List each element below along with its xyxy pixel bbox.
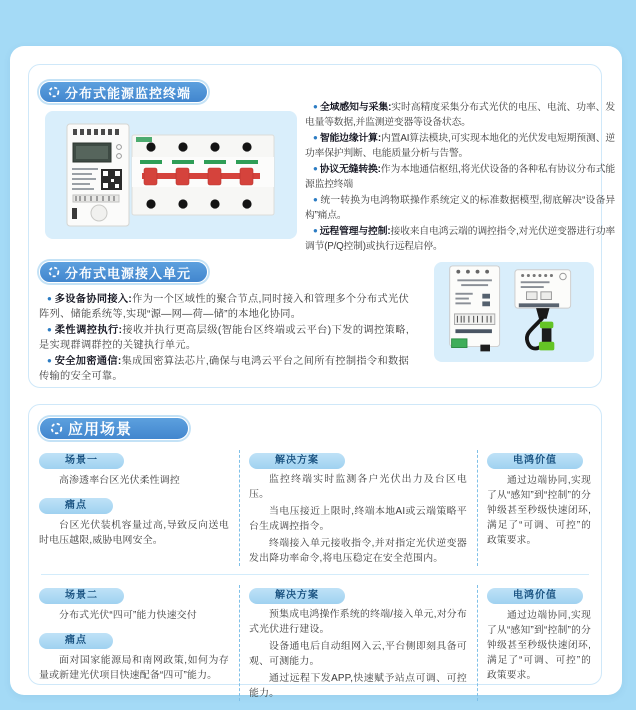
dashed-ring-icon bbox=[48, 86, 60, 98]
solution1-step: 终端接入单元接收指令,并对指定光伏逆变器发出降功率命令,将电压稳定在安全范围内。 bbox=[249, 538, 467, 564]
pain-label-pill: 痛点 bbox=[39, 633, 113, 649]
feature-item: ● 协议无缝转换:作为本地通信枢纽,将光伏设备的各种私有协议分布式能源监控终端 bbox=[305, 161, 615, 192]
access-unit-photo-panel bbox=[434, 262, 594, 362]
scenario1-column bbox=[39, 450, 229, 566]
solution-label-pill: 解决方案 bbox=[249, 588, 345, 604]
solution2-column bbox=[249, 585, 467, 701]
feature-item: ● 智能边缘计算:内置AI算法模块,可实现本地化的光伏发电短期预测、逆功率保护判断、电能质量分析与告警。 bbox=[305, 130, 615, 161]
dashed-divider bbox=[477, 450, 478, 566]
value-label-pill: 电鸿价值 bbox=[487, 453, 583, 469]
value1-text: 通过边端协同,实现了从“感知”到“控制”的分钟级甚至秒级快速闭环,满足了“可调、可控”的政策要求。 bbox=[487, 475, 591, 546]
content-panel bbox=[10, 46, 622, 699]
products-section bbox=[28, 64, 616, 388]
value1-column bbox=[487, 450, 591, 566]
feature-item: ● 全域感知与采集:实时高精度采集分布式光伏的电压、电流、功率、发电量等数据,并监测逆变器等设备状态。 bbox=[305, 99, 615, 130]
access-unit-device-photo bbox=[439, 264, 589, 360]
section1-title: 分布式能源监控终端 bbox=[65, 85, 192, 101]
section2-title: 分布式电源接入单元 bbox=[65, 265, 192, 281]
solution1-step: 监控终端实时监测各户光伏出力及台区电压。 bbox=[249, 474, 467, 500]
scenario-row-2 bbox=[39, 585, 591, 701]
terminal-feature-list bbox=[305, 99, 615, 254]
dashed-divider bbox=[239, 585, 240, 701]
dashed-ring-icon bbox=[50, 422, 63, 435]
feature-item: ● 远程管理与控制:接收来自电鸿云端的调控指令,对光伏逆变器进行功率调节(P/Q控制)或执行远程启停。 bbox=[305, 223, 615, 254]
solution2-step: 设备通电后自动组网入云,平台侧即刻具备可观、可测能力。 bbox=[249, 641, 467, 667]
solution-label-pill: 解决方案 bbox=[249, 453, 345, 469]
dashed-ring-icon bbox=[48, 266, 60, 278]
monitoring-terminal-device-photo bbox=[66, 123, 276, 227]
scenario1-pain: 台区光伏装机容量过高,导致反向送电时电压越限,威胁电网安全。 bbox=[39, 520, 229, 546]
feature-item: ● 安全加密通信:集成国密算法芯片,确保与电鸿云平台之间所有控制指令和数据传输的安全可靠。 bbox=[39, 353, 409, 384]
scenario1-label-pill: 场景一 bbox=[39, 453, 124, 469]
solution1-column bbox=[249, 450, 467, 566]
section-badge-monitoring-terminal bbox=[39, 81, 208, 103]
pain-label-pill: 痛点 bbox=[39, 498, 113, 514]
section-badge-access-unit bbox=[39, 261, 208, 283]
terminal-photo-panel bbox=[45, 111, 297, 239]
section3-title: 应用场景 bbox=[68, 421, 133, 438]
feature-item: ● 柔性调控执行:接收并执行更高层级(智能台区终端或云平台)下发的调控策略,是实现群调群控的关键执行单元。 bbox=[39, 322, 409, 353]
solution2-step: 预集成电鸿操作系统的终端/接入单元,对分布式光伏进行建设。 bbox=[249, 609, 467, 635]
value2-column bbox=[487, 585, 591, 701]
value2-text: 通过边端协同,实现了从“感知”到“控制”的分钟级甚至秒级快速闭环,满足了“可调、可控”的政策要求。 bbox=[487, 610, 591, 681]
scenarios-section bbox=[28, 404, 602, 699]
access-unit-feature-list bbox=[39, 291, 409, 384]
solution1-step: 当电压接近上限时,终端本地AI或云端策略平台生成调控指令。 bbox=[249, 506, 467, 532]
scenario2-title: 分布式光伏“四可”能力快速交付 bbox=[59, 610, 197, 621]
scenario-row-1 bbox=[39, 450, 591, 566]
scenario2-pain: 面对国家能源局和南网政策,如何为存量或新建光伏项目快速配备“四可”能力。 bbox=[39, 655, 229, 681]
solution2-step: 通过远程下发APP,快速赋予站点可调、可控能力。 bbox=[249, 673, 467, 699]
scenario2-column bbox=[39, 585, 229, 701]
value-label-pill: 电鸿价值 bbox=[487, 588, 583, 604]
scenario2-label-pill: 场景二 bbox=[39, 588, 124, 604]
row-divider bbox=[41, 574, 589, 575]
dashed-divider bbox=[239, 450, 240, 566]
scenario1-title: 高渗透率台区光伏柔性调控 bbox=[59, 475, 180, 486]
feature-item: ● 统一转换为电鸿物联操作系统定义的标准数据模型,彻底解决“设备异构”痛点。 bbox=[305, 192, 615, 223]
dashed-divider bbox=[477, 585, 478, 701]
feature-item: ● 多设备协同接入:作为一个区域性的聚合节点,同时接入和管理多个分布式光伏阵列、储能系统等,实现“源—网—荷—储”的本地化协同。 bbox=[39, 291, 409, 322]
section-badge-scenarios bbox=[39, 417, 189, 440]
